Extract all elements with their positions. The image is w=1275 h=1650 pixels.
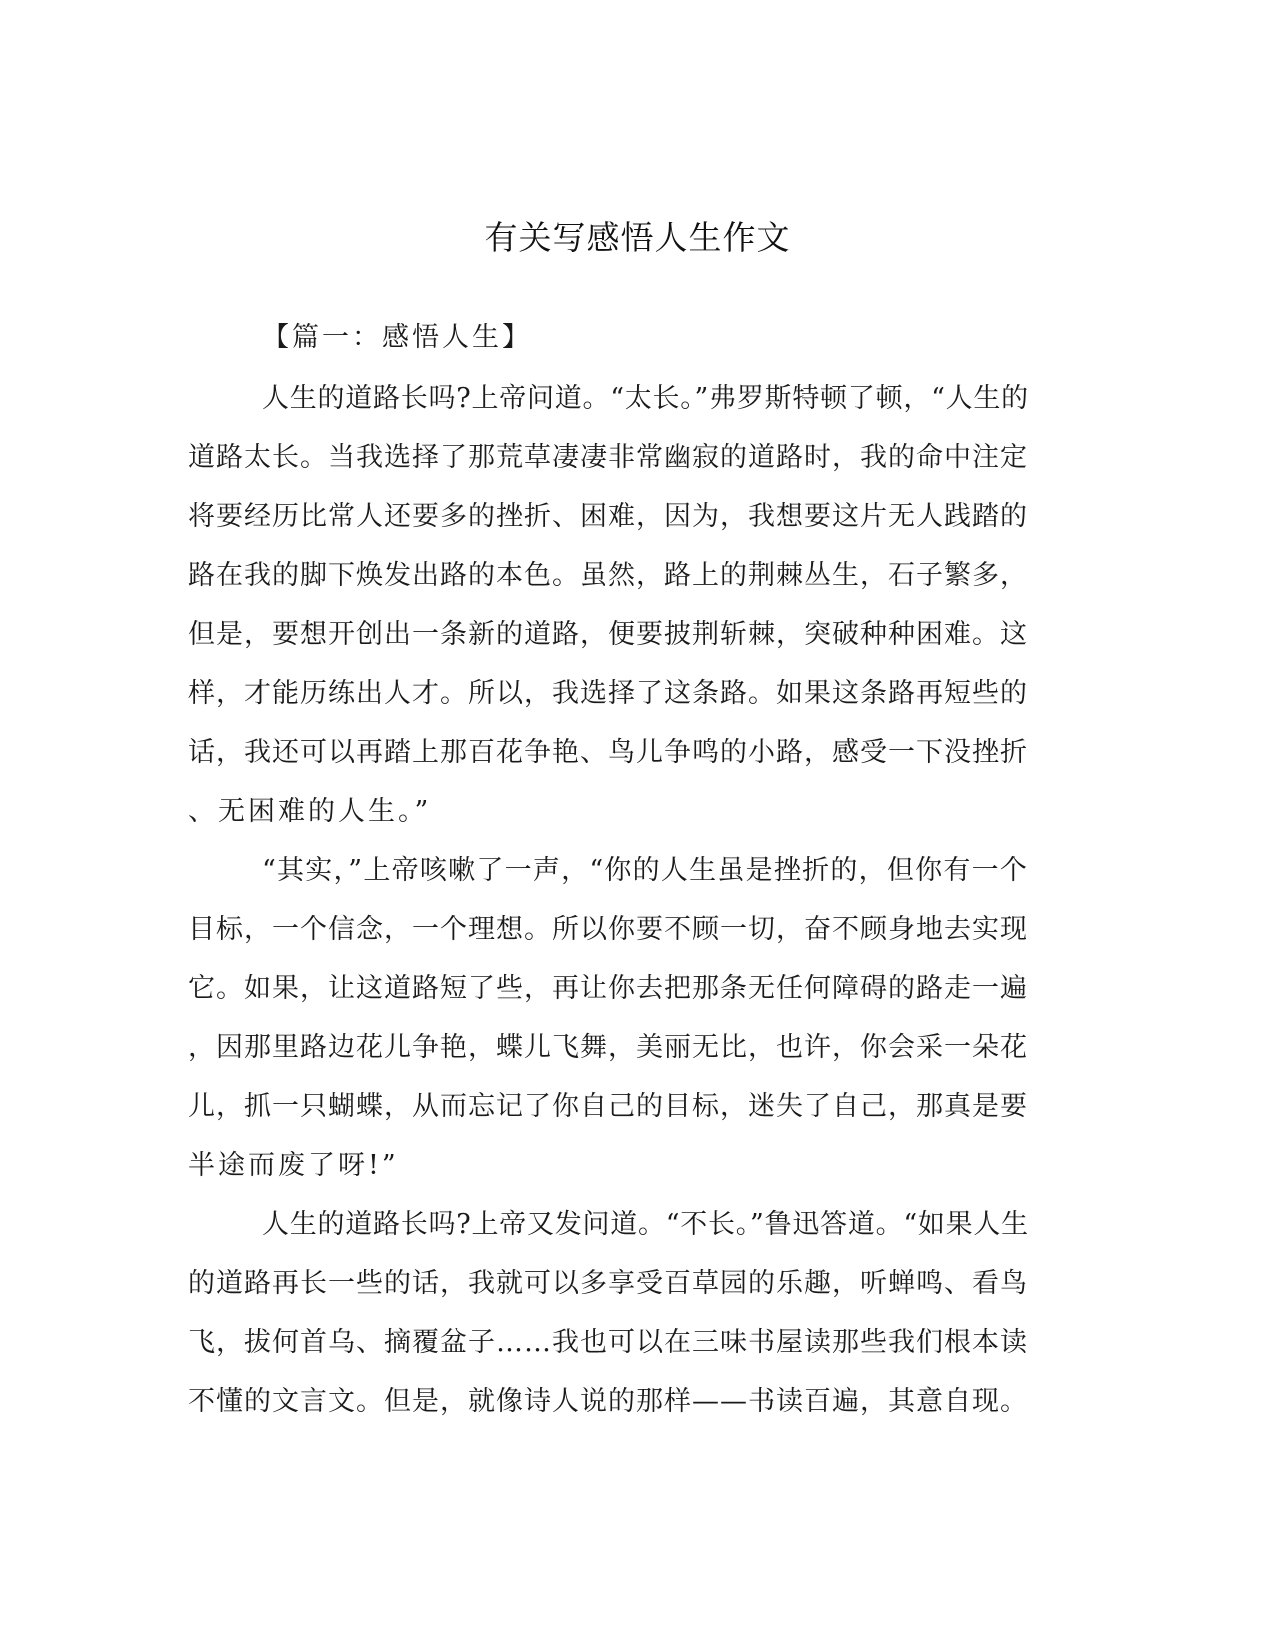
- paragraph-line: 将要经历比常人还要多的挫折、困难，因为，我想要这片无人践踏的: [188, 501, 1028, 532]
- paragraph-line: “其实，”上帝咳嗽了一声，“你的人生虽是挫折的，但你有一个: [262, 855, 1029, 886]
- section-heading: 【篇一：感悟人生】: [262, 322, 532, 353]
- paragraph-line: 不懂的文言文。但是，就像诗人说的那样——书读百遍，其意自现。: [188, 1386, 1028, 1417]
- paragraph-line: 路在我的脚下焕发出路的本色。虽然，路上的荆棘丛生，石子繁多，: [188, 560, 1028, 591]
- paragraph-line: 人生的道路长吗?上帝问道。“太长。”弗罗斯特顿了顿，“人生的: [262, 383, 1029, 414]
- paragraph-line: 、无困难的人生。”: [188, 796, 432, 827]
- paragraph-line: 的道路再长一些的话，我就可以多享受百草园的乐趣，听蝉鸣、看鸟: [188, 1268, 1028, 1299]
- paragraph-line: 话，我还可以再踏上那百花争艳、鸟儿争鸣的小路，感受一下没挫折: [188, 737, 1028, 768]
- paragraph-line: 但是，要想开创出一条新的道路，便要披荆斩棘，突破种种困难。这: [188, 619, 1028, 650]
- paragraph-line: 道路太长。当我选择了那荒草凄凄非常幽寂的道路时，我的命中注定: [188, 442, 1028, 473]
- paragraph-line: 半途而废了呀!”: [188, 1150, 399, 1181]
- paragraph-line: ，因那里路边花儿争艳，蝶儿飞舞，美丽无比，也许，你会采一朵花: [188, 1032, 1028, 1063]
- paragraph-line: 飞，拔何首乌、摘覆盆子……我也可以在三味书屋读那些我们根本读: [188, 1327, 1028, 1358]
- paragraph-line: 目标，一个信念，一个理想。所以你要不顾一切，奋不顾身地去实现: [188, 914, 1028, 945]
- paragraph-line: 儿，抓一只蝴蝶，从而忘记了你自己的目标，迷失了自己，那真是要: [188, 1091, 1028, 1122]
- paragraph-line: 人生的道路长吗?上帝又发问道。“不长。”鲁迅答道。“如果人生: [262, 1209, 1029, 1240]
- paragraph-line: 样，才能历练出人才。所以，我选择了这条路。如果这条路再短些的: [188, 678, 1028, 709]
- paragraph-line: 它。如果，让这道路短了些，再让你去把那条无任何障碍的路走一遍: [188, 973, 1028, 1004]
- document-title: 有关写感悟人生作文: [484, 218, 791, 257]
